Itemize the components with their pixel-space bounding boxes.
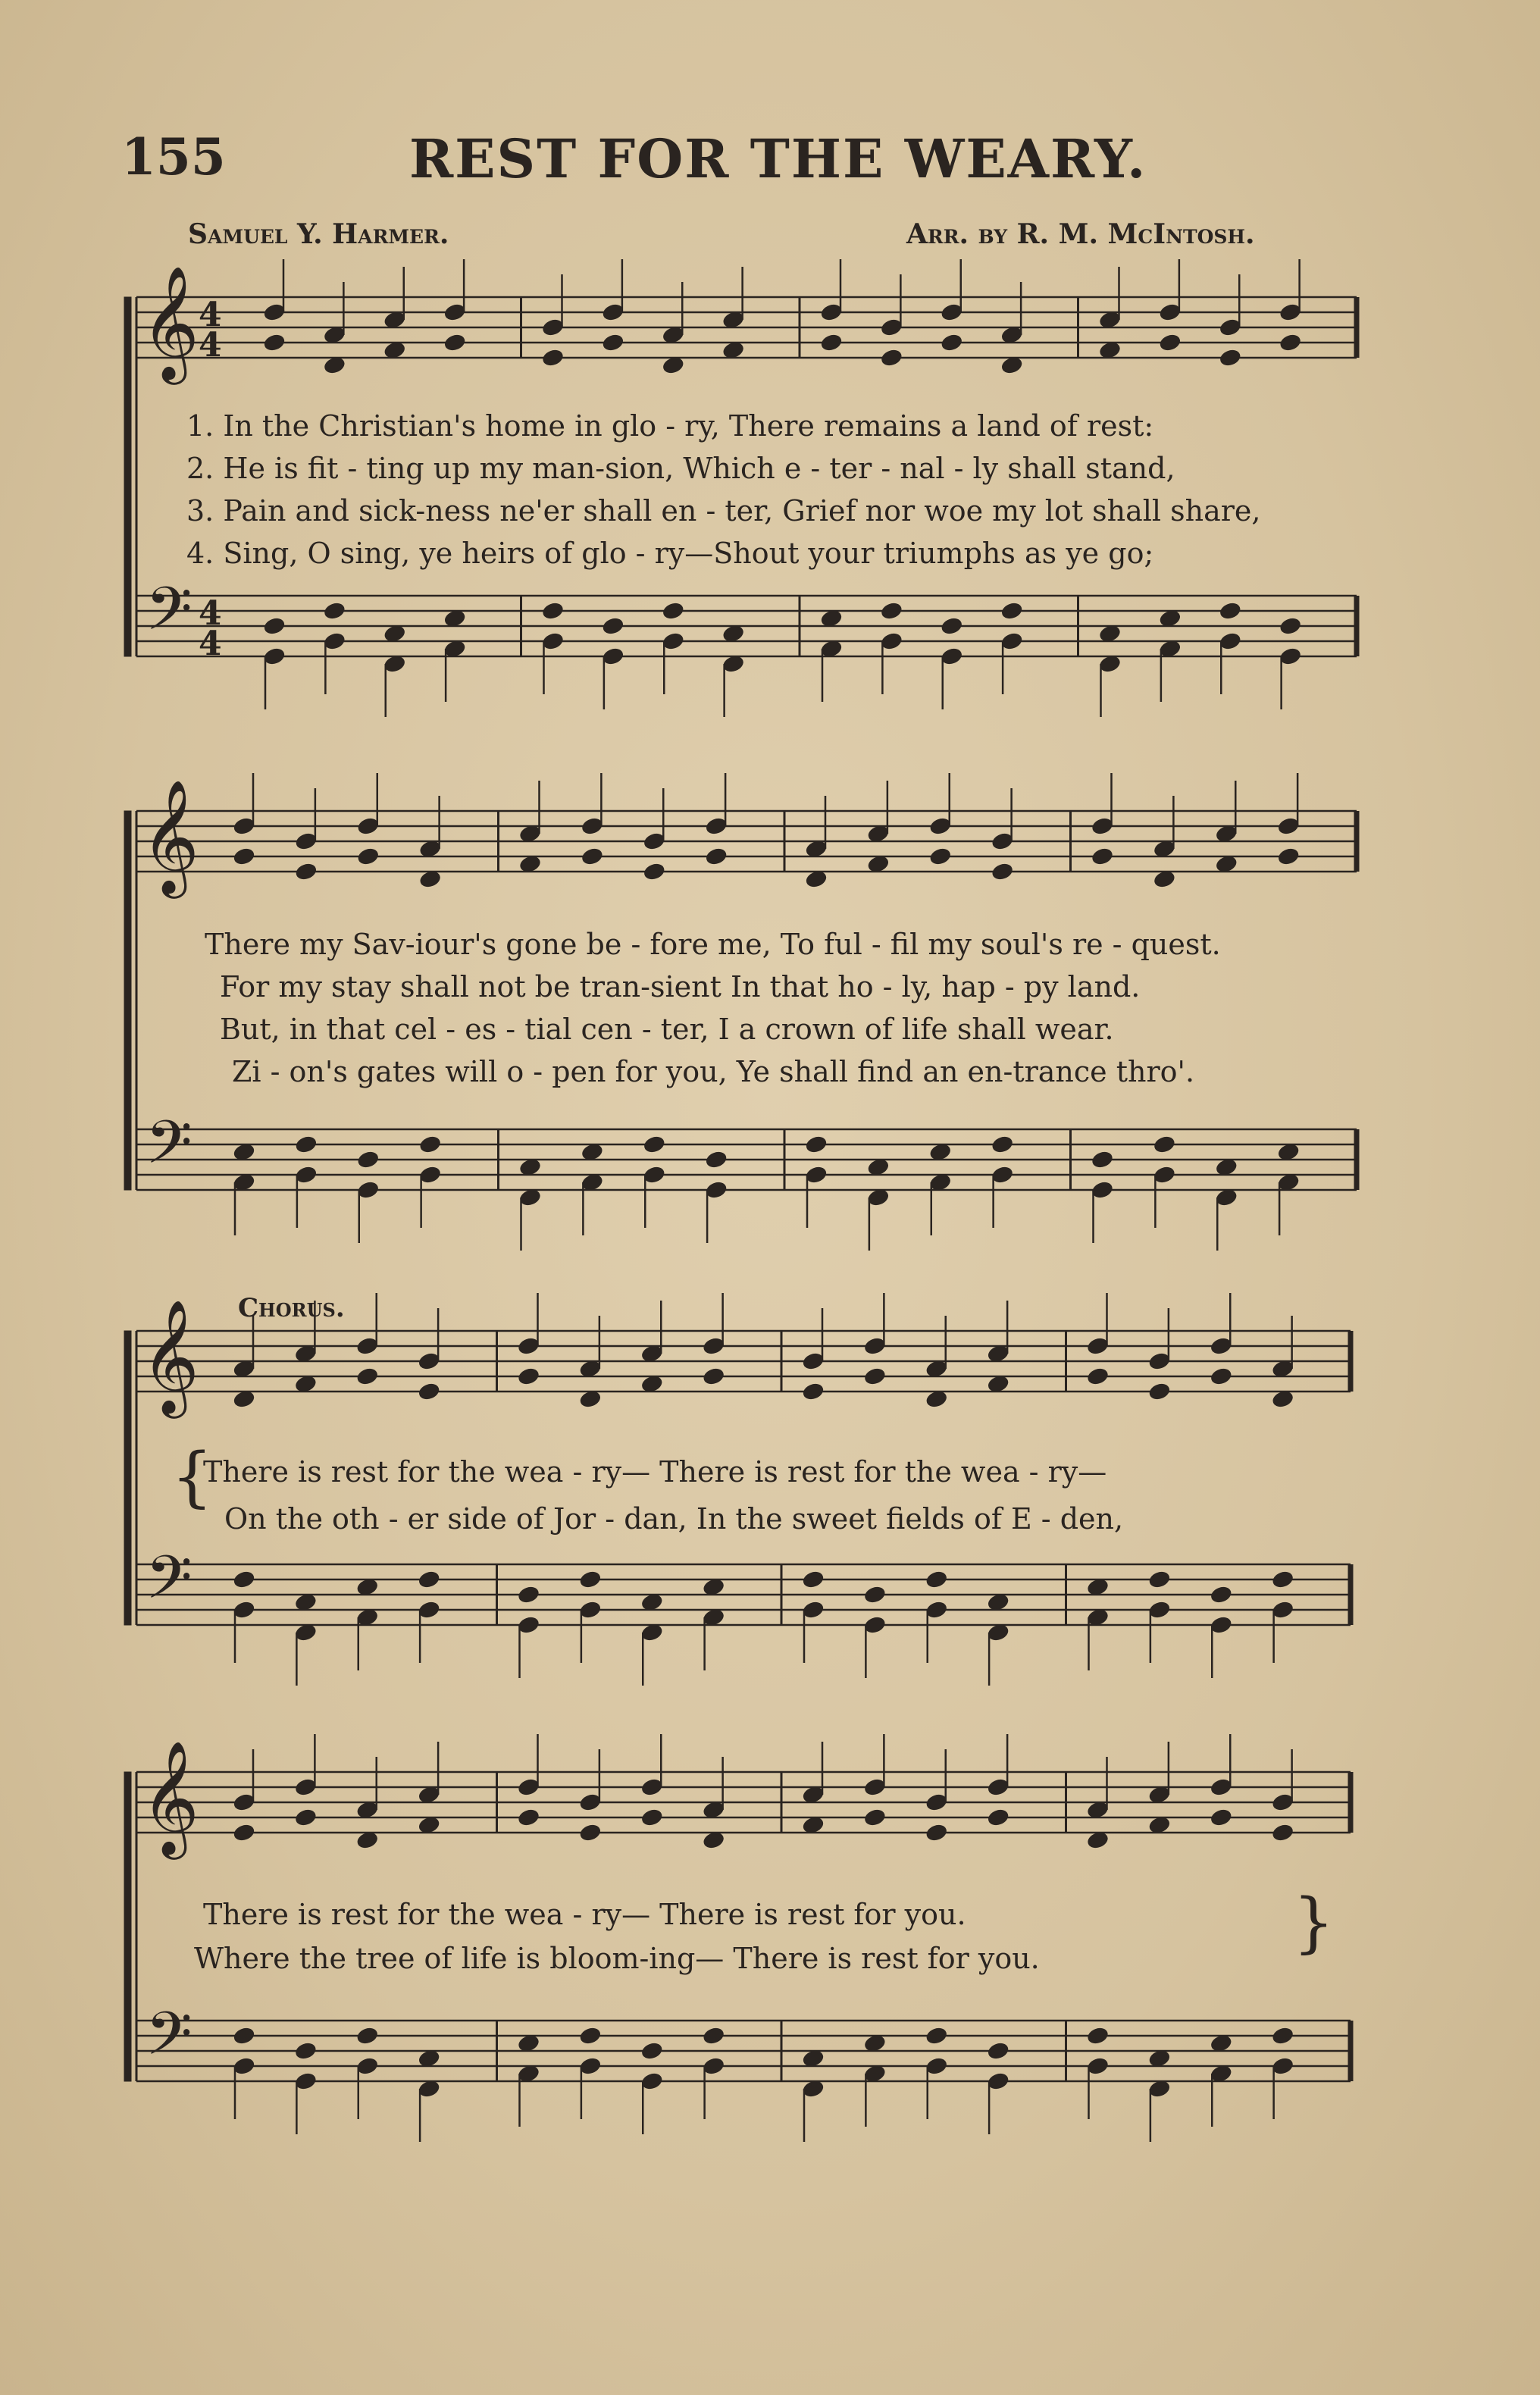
note-head <box>418 1351 441 1371</box>
note-head <box>805 1135 828 1154</box>
lyric-line-verse1-a: 1. In the Christian's home in glo - ry, There remains a land of rest: <box>186 409 1154 443</box>
note-head <box>418 1165 442 1185</box>
note-head <box>991 1165 1014 1185</box>
note-head <box>233 1823 256 1842</box>
note-head <box>581 816 604 836</box>
note-head <box>295 831 318 851</box>
note-head <box>925 1600 948 1620</box>
note-head <box>987 2071 1010 2091</box>
note-head <box>1219 318 1242 337</box>
note-head <box>880 348 903 368</box>
note-head <box>1159 302 1182 322</box>
note-head <box>233 2056 256 2076</box>
note-head <box>1219 601 1242 621</box>
note-head <box>1271 1570 1294 1589</box>
note-head <box>643 862 666 881</box>
note-head <box>356 816 380 836</box>
note-head <box>233 847 256 866</box>
note-head <box>233 2026 256 2046</box>
note-head <box>702 2056 725 2076</box>
note-head <box>640 1808 664 1827</box>
note-head <box>541 348 565 368</box>
note-head <box>1279 333 1302 352</box>
note-head <box>541 631 565 651</box>
note-head <box>602 646 625 666</box>
note-head <box>517 1808 540 1827</box>
note-head <box>805 1165 828 1185</box>
page-number: 155 <box>121 127 226 186</box>
note-head <box>355 2026 379 2046</box>
note-head <box>233 1570 256 1589</box>
chorus-label: Chorus. <box>238 1293 345 1323</box>
note-head <box>233 1600 256 1620</box>
chorus-end-brace: } <box>1293 1885 1335 1961</box>
note-head <box>1210 1808 1233 1827</box>
note-head <box>541 601 565 621</box>
note-head <box>863 1808 887 1827</box>
note-head <box>443 333 467 352</box>
note-head <box>443 302 467 322</box>
note-head <box>1091 847 1114 866</box>
note-head <box>863 1777 887 1797</box>
note-head <box>705 816 728 836</box>
note-head <box>643 1135 666 1154</box>
note-head <box>294 1808 318 1827</box>
bass-clef: 𝄢 <box>146 1999 192 2083</box>
note-head <box>1279 616 1302 636</box>
note-head <box>233 1792 256 1812</box>
note-head <box>1210 1777 1233 1797</box>
note-head <box>1271 1792 1294 1812</box>
note-head <box>579 2056 603 2076</box>
note-head <box>925 1570 948 1589</box>
note-head <box>355 1367 379 1386</box>
lyric-line-chorus-b2: Where the tree of life is bloom-ing— There is rest for you. <box>194 1942 1040 1975</box>
lyric-line-chorus-a2: On the oth - er side of Jor - dan, In the sweet fields of E - den, <box>224 1502 1124 1536</box>
note-head <box>1153 1165 1176 1185</box>
note-head <box>517 1367 540 1386</box>
note-head <box>294 2041 318 2061</box>
bass-clef: 𝄢 <box>146 574 192 659</box>
treble-clef: 𝄞 <box>141 265 199 380</box>
note-head <box>1210 1336 1233 1356</box>
note-head <box>1153 1135 1176 1154</box>
note-head <box>640 1777 664 1797</box>
note-head <box>1091 1180 1114 1200</box>
note-head <box>579 2026 603 2046</box>
note-head <box>541 318 565 337</box>
system-bracket <box>124 1772 131 2081</box>
lyric-line-verse3-a: 3. Pain and sick-ness ne'er shall en - ter, Grief nor woe my lot shall share, <box>186 494 1261 528</box>
lyric-line-verse1-b: There my Sav-iour's gone be - fore me, To ful - fil my soul's re - quest. <box>205 928 1221 961</box>
bass-clef: 𝄢 <box>146 1107 192 1192</box>
note-head <box>418 1382 441 1401</box>
note-head <box>705 1150 728 1169</box>
note-head <box>880 601 903 621</box>
note-head <box>1271 1823 1294 1842</box>
note-head <box>928 847 952 866</box>
note-head <box>1091 816 1114 836</box>
note-head <box>1277 847 1301 866</box>
note-head <box>940 302 963 322</box>
note-head <box>1210 1615 1233 1635</box>
note-head <box>1219 631 1242 651</box>
note-head <box>1148 1570 1172 1589</box>
note-head <box>418 1570 441 1589</box>
note-head <box>1086 1336 1110 1356</box>
note-head <box>295 1165 318 1185</box>
note-head <box>705 847 728 866</box>
lyric-line-verse4-b: Zi - on's gates will o - pen for you, Ye shall find an en-trance thro'. <box>232 1055 1195 1088</box>
note-head <box>418 1135 442 1154</box>
note-head <box>1000 631 1024 651</box>
note-head <box>581 847 604 866</box>
note-head <box>925 2056 948 2076</box>
note-head <box>1210 1367 1233 1386</box>
note-head <box>702 1367 725 1386</box>
note-head <box>940 646 963 666</box>
note-head <box>643 1165 666 1185</box>
note-head <box>1271 2026 1294 2046</box>
note-head <box>863 1585 887 1604</box>
note-head <box>233 816 256 836</box>
note-head <box>880 318 903 337</box>
note-head <box>323 631 346 651</box>
note-head <box>705 1180 728 1200</box>
note-head <box>863 1336 887 1356</box>
note-head <box>517 1336 540 1356</box>
lyricist-credit: Samuel Y. Harmer. <box>188 218 449 250</box>
note-head <box>602 302 625 322</box>
note-head <box>1148 1600 1172 1620</box>
lyric-line-chorus-a1: There is rest for the wea - ry— There is rest for the wea - ry— <box>203 1455 1107 1489</box>
note-head <box>517 1777 540 1797</box>
note-head <box>263 646 286 666</box>
note-head <box>295 1135 318 1154</box>
note-head <box>662 601 685 621</box>
note-head <box>355 1336 379 1356</box>
note-head <box>940 333 963 352</box>
chorus-brace: { <box>171 1439 213 1515</box>
note-head <box>579 1570 603 1589</box>
note-head <box>643 831 666 851</box>
note-head <box>1219 348 1242 368</box>
note-head <box>1148 1382 1172 1401</box>
note-head <box>880 631 903 651</box>
note-head <box>1159 333 1182 352</box>
note-head <box>702 1336 725 1356</box>
note-head <box>925 1823 948 1842</box>
lyric-line-verse2-b: For my stay shall not be tran-sient In that ho - ly, hap - py land. <box>220 970 1141 1003</box>
note-head <box>1277 816 1301 836</box>
note-head <box>294 2071 318 2091</box>
note-head <box>802 1382 825 1401</box>
note-head <box>1271 1600 1294 1620</box>
note-head <box>802 1351 825 1371</box>
bass-clef: 𝄢 <box>146 1542 192 1627</box>
system-bracket <box>124 1331 131 1625</box>
note-head <box>802 1570 825 1589</box>
treble-clef: 𝄞 <box>141 1739 199 1855</box>
note-head <box>356 1180 380 1200</box>
system-bracket <box>124 297 131 656</box>
note-head <box>987 1777 1010 1797</box>
note-head <box>602 333 625 352</box>
note-head <box>925 2026 948 2046</box>
time-signature-bottom: 4 <box>199 625 222 663</box>
note-head <box>925 1792 948 1812</box>
note-head <box>1000 601 1024 621</box>
system-bracket <box>124 811 131 1190</box>
note-head <box>662 631 685 651</box>
note-head <box>820 302 844 322</box>
note-head <box>1271 2056 1294 2076</box>
note-head <box>640 2071 664 2091</box>
note-head <box>702 2026 725 2046</box>
note-head <box>295 862 318 881</box>
note-head <box>517 1615 540 1635</box>
hymn-title: REST FOR THE WEARY. <box>409 127 1147 190</box>
note-head <box>517 1585 540 1604</box>
note-head <box>820 333 844 352</box>
lyric-line-verse3-b: But, in that cel - es - tial cen - ter, I a crown of life shall wear. <box>220 1013 1114 1046</box>
treble-clef: 𝄞 <box>141 778 199 894</box>
note-head <box>1091 1150 1114 1169</box>
note-head <box>863 1615 887 1635</box>
note-head <box>1148 1351 1172 1371</box>
time-signature-top: 4 <box>199 594 222 633</box>
note-head <box>640 2041 664 2061</box>
time-signature-top: 4 <box>199 296 222 334</box>
note-head <box>1279 646 1302 666</box>
note-head <box>1086 2056 1110 2076</box>
note-head <box>987 2041 1010 2061</box>
note-head <box>940 616 963 636</box>
note-head <box>579 1600 603 1620</box>
note-head <box>991 862 1014 881</box>
note-head <box>356 1150 380 1169</box>
note-head <box>991 1135 1014 1154</box>
note-head <box>294 1777 318 1797</box>
note-head <box>579 1792 603 1812</box>
treble-clef: 𝄞 <box>141 1298 199 1414</box>
note-head <box>355 2056 379 2076</box>
time-signature-bottom: 4 <box>199 326 222 365</box>
lyric-line-verse4-a: 4. Sing, O sing, ye heirs of glo - ry—Shout your triumphs as ye go; <box>186 537 1154 570</box>
note-head <box>263 302 286 322</box>
note-head <box>1086 1367 1110 1386</box>
note-head <box>356 847 380 866</box>
note-head <box>987 1808 1010 1827</box>
note-head <box>802 1600 825 1620</box>
note-head <box>602 616 625 636</box>
note-head <box>1279 302 1302 322</box>
lyric-line-chorus-b1: There is rest for the wea - ry— There is rest for you. <box>203 1898 966 1931</box>
note-head <box>579 1823 603 1842</box>
note-head <box>1210 1585 1233 1604</box>
note-head <box>263 616 286 636</box>
note-head <box>863 1367 887 1386</box>
arranger-credit: Arr. by R. M. McIntosh. <box>906 218 1255 250</box>
note-head <box>418 1600 441 1620</box>
note-head <box>263 333 286 352</box>
note-head <box>323 601 346 621</box>
lyric-line-verse2-a: 2. He is fit - ting up my man-sion, Which e - ter - nal - ly shall stand, <box>186 452 1175 485</box>
note-head <box>1086 2026 1110 2046</box>
note-head <box>991 831 1014 851</box>
note-head <box>928 816 952 836</box>
